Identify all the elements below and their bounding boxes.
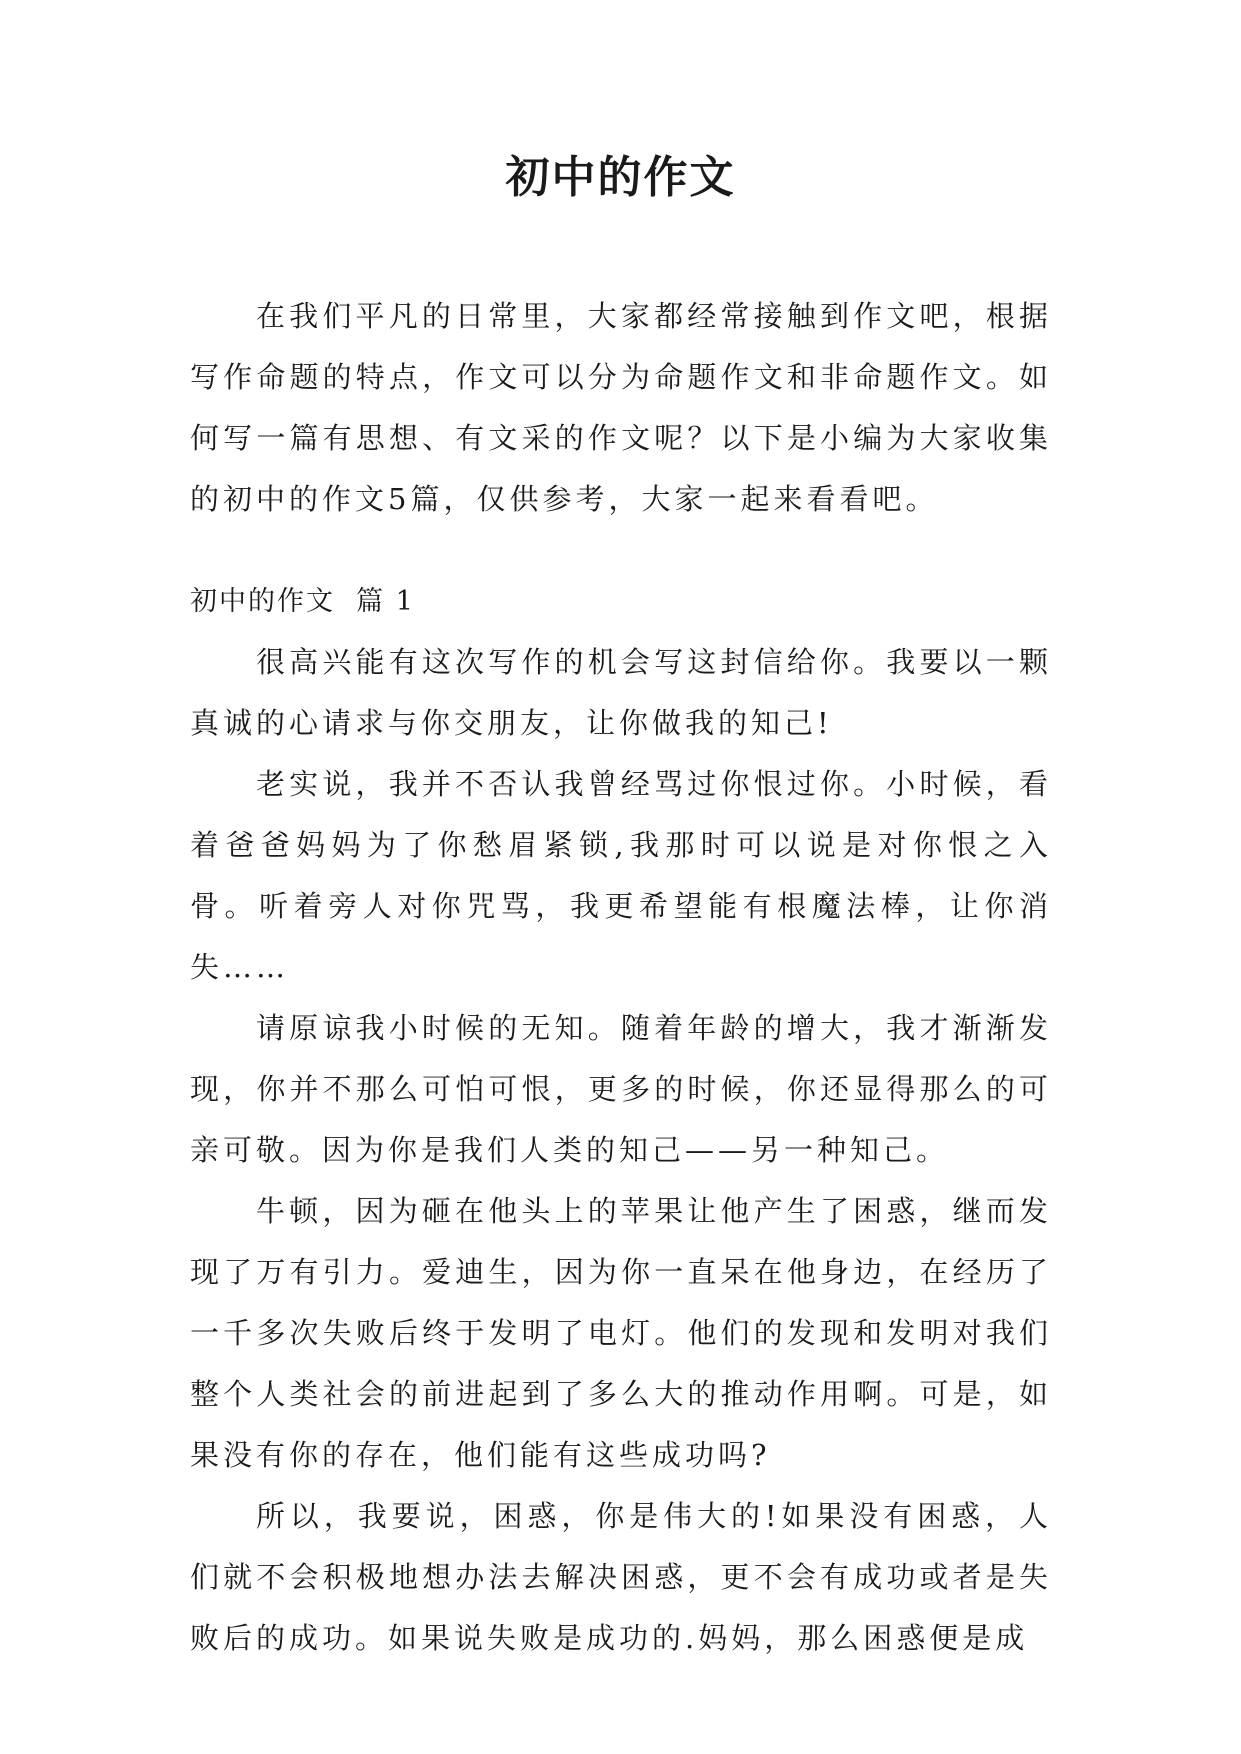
document-body — [190, 286, 1052, 1669]
body-paragraph: 老实说，我并不否认我曾经骂过你恨过你。小时候，看着爸爸妈妈为了你愁眉紧锁,我那时可以说是对你恨之入骨。听着旁人对你咒骂，我更希望能有根魔法棒，让你消失…… — [190, 767, 1052, 984]
body-paragraph: 牛顿，因为砸在他头上的苹果让他产生了困惑，继而发现了万有引力。爱迪生，因为你一直呆在他身边，在经历了一千多次失败后终于发明了电灯。他们的发现和发明对我们整个人类社会的前进起到了多么大的推动作用啊。可是，如果没有你的存在，他们能有这些成功吗? — [190, 1194, 1052, 1472]
body-paragraph: 所以，我要说，困惑，你是伟大的!如果没有困惑，人们就不会积极地想办法去解决困惑，更不会有成功或者是失败后的成功。如果说失败是成功的.妈妈，那么困惑便是成 — [190, 1499, 1052, 1655]
intro-paragraph: 在我们平凡的日常里，大家都经常接触到作文吧，根据写作命题的特点，作文可以分为命题作文和非命题作文。如何写一篇有思想、有文采的作文呢？以下是小编为大家收集的初中的作文5篇，仅供参考，大家一起来看看吧。 — [190, 299, 1052, 516]
section-heading: 初中的作文 篇 1 — [190, 586, 415, 617]
document-title: 初中的作文 — [505, 152, 736, 203]
body-paragraph: 请原谅我小时候的无知。随着年龄的增大，我才渐渐发现，你并不那么可怕可恨，更多的时候，你还显得那么的可亲可敬。因为你是我们人类的知己——另一种知己。 — [190, 1011, 1052, 1167]
body-paragraph: 很高兴能有这次写作的机会写这封信给你。我要以一颗真诚的心请求与你交朋友，让你做我的知己! — [190, 645, 1052, 740]
